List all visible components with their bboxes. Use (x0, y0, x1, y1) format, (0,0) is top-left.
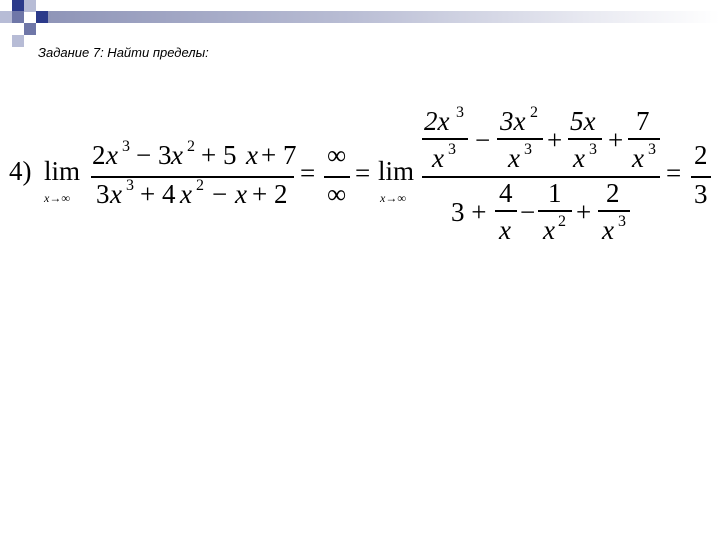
denominator-term: x (235, 179, 247, 209)
exponent: 2 (558, 213, 566, 230)
operator: + (547, 125, 563, 155)
equals-sign: = (300, 158, 316, 188)
fraction-bar (422, 138, 468, 140)
decor-square-light (12, 35, 24, 47)
denominator-term: 3 (96, 179, 110, 209)
operator: + (608, 125, 624, 155)
exponent: 2 (187, 138, 195, 155)
decor-square-mid (24, 23, 36, 35)
numerator-term: x (246, 140, 258, 170)
exponent: 3 (126, 177, 134, 194)
numerator-term: 2x (424, 106, 450, 136)
decor-square-light (24, 0, 36, 12)
fraction-bar (495, 210, 517, 212)
numerator-term: 5x (570, 106, 596, 136)
equals-sign: = (666, 158, 682, 188)
denominator-term: + 4 (140, 179, 176, 209)
denominator-term: x (573, 143, 585, 173)
lim-subscript: x→∞ (380, 191, 406, 205)
numerator-term: x (171, 140, 183, 170)
denominator-term: x (602, 215, 614, 245)
fraction-bar (91, 176, 294, 178)
denominator-term: x (180, 179, 192, 209)
denominator-term: − (212, 179, 228, 209)
task-title: Задание 7: Найти пределы: (38, 45, 209, 60)
operator: − (475, 125, 491, 155)
fraction-bar (497, 138, 543, 140)
numerator-term: − 3 (136, 140, 172, 170)
exponent: 3 (448, 141, 456, 158)
exponent: 3 (122, 138, 130, 155)
numerator-term: 1 (548, 178, 562, 208)
header-gradient-bar (48, 11, 720, 23)
numerator-term: + 5 (201, 140, 237, 170)
operator: − (520, 197, 536, 227)
denominator-term: x (110, 179, 122, 209)
lim-operator: lim (44, 156, 81, 186)
fraction-bar (324, 176, 350, 178)
numerator-term: x (106, 140, 118, 170)
result-denominator: 3 (694, 179, 708, 209)
numerator-term: 2 (606, 178, 620, 208)
item-number: 4) (9, 156, 32, 186)
numerator-term: 3x (500, 106, 526, 136)
decor-square-mid (12, 11, 24, 23)
denominator-term: x (508, 143, 520, 173)
decor-square-light (0, 11, 12, 23)
numerator-term: + 7 (261, 140, 297, 170)
exponent: 3 (589, 141, 597, 158)
exponent: 3 (618, 213, 626, 230)
denominator-term: x (543, 215, 555, 245)
equals-sign: = (355, 158, 371, 188)
denominator-term: x (432, 143, 444, 173)
fraction-bar (598, 210, 630, 212)
exponent: 3 (648, 141, 656, 158)
numerator-term: 2 (92, 140, 106, 170)
operator: + (576, 197, 592, 227)
denominator-term: 3 + (451, 197, 487, 227)
result-numerator: 2 (694, 140, 708, 170)
decor-square-dark (36, 11, 48, 23)
infinity-numerator: ∞ (327, 140, 347, 170)
fraction-bar (628, 138, 660, 140)
infinity-denominator: ∞ (327, 179, 347, 209)
denominator-term: x (499, 215, 511, 245)
fraction-bar (691, 176, 711, 178)
lim-operator: lim (378, 156, 415, 186)
exponent: 2 (196, 177, 204, 194)
numerator-term: 7 (636, 106, 650, 136)
exponent: 2 (530, 104, 538, 121)
exponent: 3 (456, 104, 464, 121)
exponent: 3 (524, 141, 532, 158)
fraction-bar (568, 138, 602, 140)
main-fraction-bar (422, 176, 660, 178)
numerator-term: 4 (499, 178, 513, 208)
denominator-term: + 2 (252, 179, 288, 209)
denominator-term: x (632, 143, 644, 173)
fraction-bar (538, 210, 572, 212)
lim-subscript: x→∞ (44, 191, 70, 205)
